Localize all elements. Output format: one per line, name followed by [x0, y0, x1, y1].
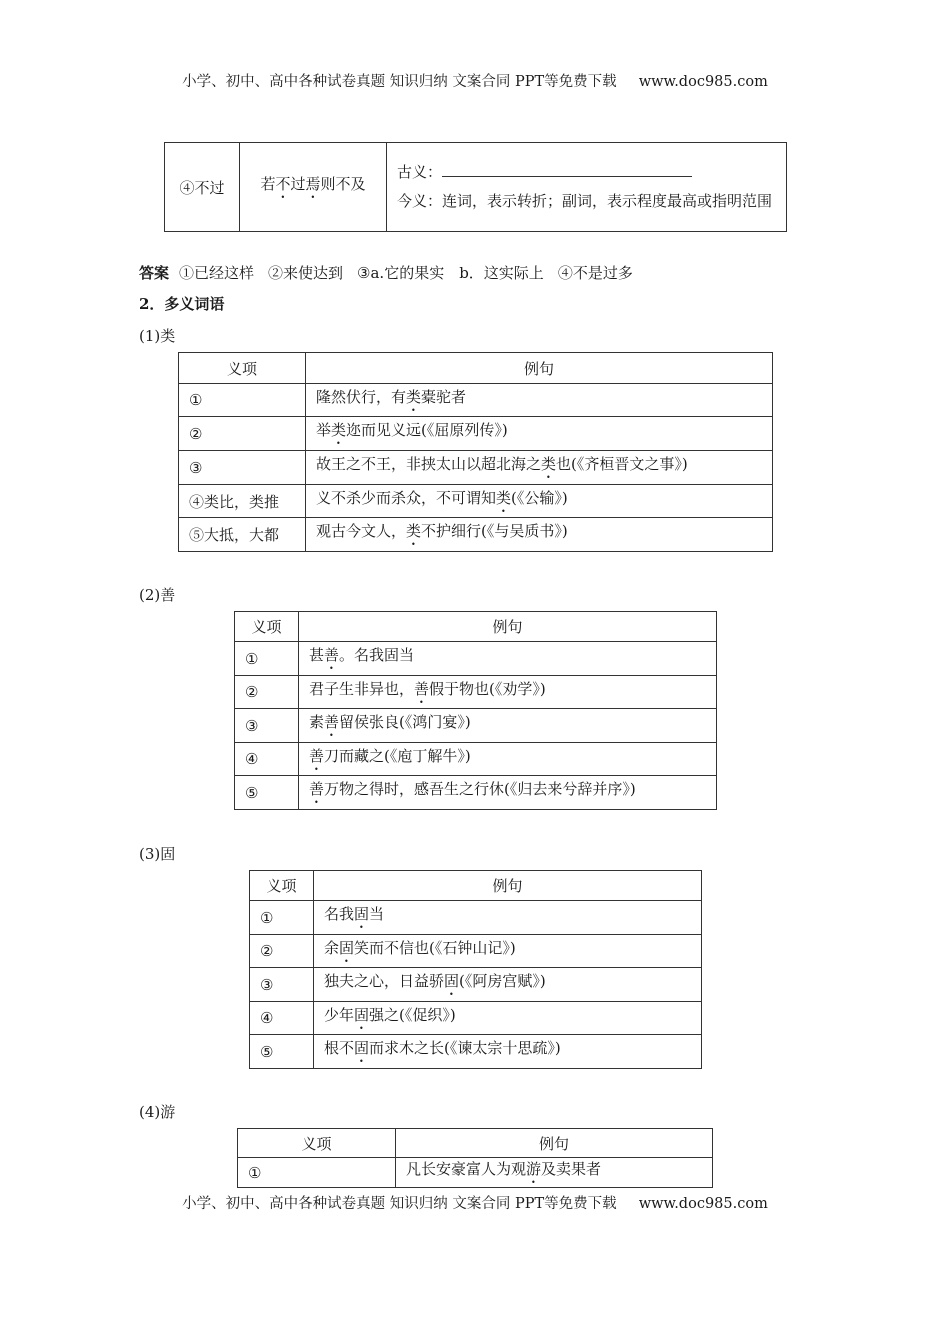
table-row	[250, 1002, 702, 1035]
example-cell: 君子生非异也，善假于物也(《劝学》)	[299, 676, 717, 709]
example-cell: 名我固当	[314, 901, 702, 935]
table-row	[235, 676, 717, 709]
header-site: www.doc985.com	[638, 74, 768, 90]
table-row	[179, 485, 773, 518]
sense-cell: ④	[235, 743, 299, 776]
sense-cell: ①	[250, 901, 314, 935]
table-row	[238, 1158, 713, 1188]
sense-cell: ④	[250, 1002, 314, 1035]
footer-site: www.doc985.com	[638, 1196, 768, 1212]
sense-cell: ⑤	[235, 776, 299, 810]
table-row	[179, 518, 773, 552]
sense-cell: ①	[238, 1158, 396, 1188]
word-cell: ④不过	[165, 143, 240, 232]
example-cell: 余固笑而不信也(《石钟山记》)	[314, 935, 702, 968]
polysemy-table-lei	[178, 352, 773, 552]
polysemy-table-you	[237, 1128, 713, 1188]
polysemy-table-gu	[249, 870, 702, 1069]
col-header-meaning: 义项	[179, 353, 306, 384]
answer-item: ①已经这样	[179, 264, 255, 282]
group-title: (3)固	[139, 845, 176, 863]
sense-cell: ⑤大抵，大都	[179, 518, 306, 552]
answer-item: ②来使达到	[268, 264, 344, 282]
sense-cell: ②	[235, 676, 299, 709]
sense-cell: ④类比，类推	[179, 485, 306, 518]
example-cell: 观古今文人，类不护细行(《与吴质书》)	[306, 518, 773, 552]
sense-cell: ①	[179, 384, 306, 417]
col-header-meaning: 义项	[235, 612, 299, 642]
page-header	[0, 70, 950, 91]
modern-meaning: 今义：连词，表示转折；副词，表示程度最高或指明范围	[397, 192, 773, 210]
group-title: (1)类	[139, 327, 176, 345]
group-title: (2)善	[139, 586, 176, 604]
table-row	[250, 968, 702, 1002]
example-cell: 少年固强之(《促织》)	[314, 1002, 702, 1035]
example-cell: 凡长安豪富人为观游及卖果者	[396, 1158, 713, 1188]
polysemy-table-shan	[234, 611, 717, 810]
table-row	[235, 743, 717, 776]
col-header-example: 例句	[314, 871, 702, 901]
col-header-meaning: 义项	[250, 871, 314, 901]
example-cell: 举类迩而见义远(《屈原列传》)	[306, 417, 773, 451]
col-header-example: 例句	[396, 1129, 713, 1158]
meaning-cell	[387, 143, 787, 232]
sense-cell: ②	[250, 935, 314, 968]
table-row	[235, 642, 717, 676]
example-cell: 若不过焉则不及	[240, 143, 387, 232]
table-row	[250, 901, 702, 935]
example-cell: 独夫之心，日益骄固(《阿房宫赋》)	[314, 968, 702, 1002]
table-row	[235, 709, 717, 743]
example-cell: 善刀而藏之(《庖丁解牛》)	[299, 743, 717, 776]
example-cell: 义不杀少而杀众，不可谓知类(《公输》)	[306, 485, 773, 518]
footer-text: 小学、初中、高中各种试卷真题 知识归纳 文案合同 PPT等免费下载	[182, 1196, 617, 1212]
header-text: 小学、初中、高中各种试卷真题 知识归纳 文案合同 PPT等免费下载	[182, 74, 617, 90]
example-cell: 素善留侯张良(《鸿门宴》)	[299, 709, 717, 743]
answer-label: 答案	[139, 264, 170, 282]
example-cell: 甚善。名我固当	[299, 642, 717, 676]
table-row	[179, 384, 773, 417]
example-cell: 根不固而求木之长(《谏太宗十思疏》)	[314, 1035, 702, 1069]
ancient-modern-table	[164, 142, 787, 232]
page-footer	[0, 1192, 950, 1213]
col-header-example: 例句	[306, 353, 773, 384]
example-cell: 隆然伏行，有类橐驼者	[306, 384, 773, 417]
table-row	[179, 417, 773, 451]
table-row	[250, 1035, 702, 1069]
example-cell: 故王之不王，非挟太山以超北海之类也(《齐桓晋文之事》)	[306, 451, 773, 485]
answer-line	[139, 262, 647, 283]
sense-cell: ③	[179, 451, 306, 485]
table-row	[250, 935, 702, 968]
col-header-meaning: 义项	[238, 1129, 396, 1158]
ancient-meaning: 古义：	[397, 158, 776, 187]
table-row	[235, 776, 717, 810]
example-cell: 善万物之得时，感吾生之行休(《归去来兮辞并序》)	[299, 776, 717, 810]
sense-cell: ①	[235, 642, 299, 676]
answer-blank	[442, 164, 692, 177]
sense-cell: ⑤	[250, 1035, 314, 1069]
table-row	[179, 451, 773, 485]
sense-cell: ③	[250, 968, 314, 1002]
section-title: 2．多义词语	[139, 295, 225, 313]
sense-cell: ②	[179, 417, 306, 451]
group-title: (4)游	[139, 1103, 176, 1121]
sense-cell: ③	[235, 709, 299, 743]
answer-item: ④不是过多	[557, 264, 633, 282]
answer-item: ③a.它的果实 b．这实际上	[357, 264, 544, 282]
col-header-example: 例句	[299, 612, 717, 642]
